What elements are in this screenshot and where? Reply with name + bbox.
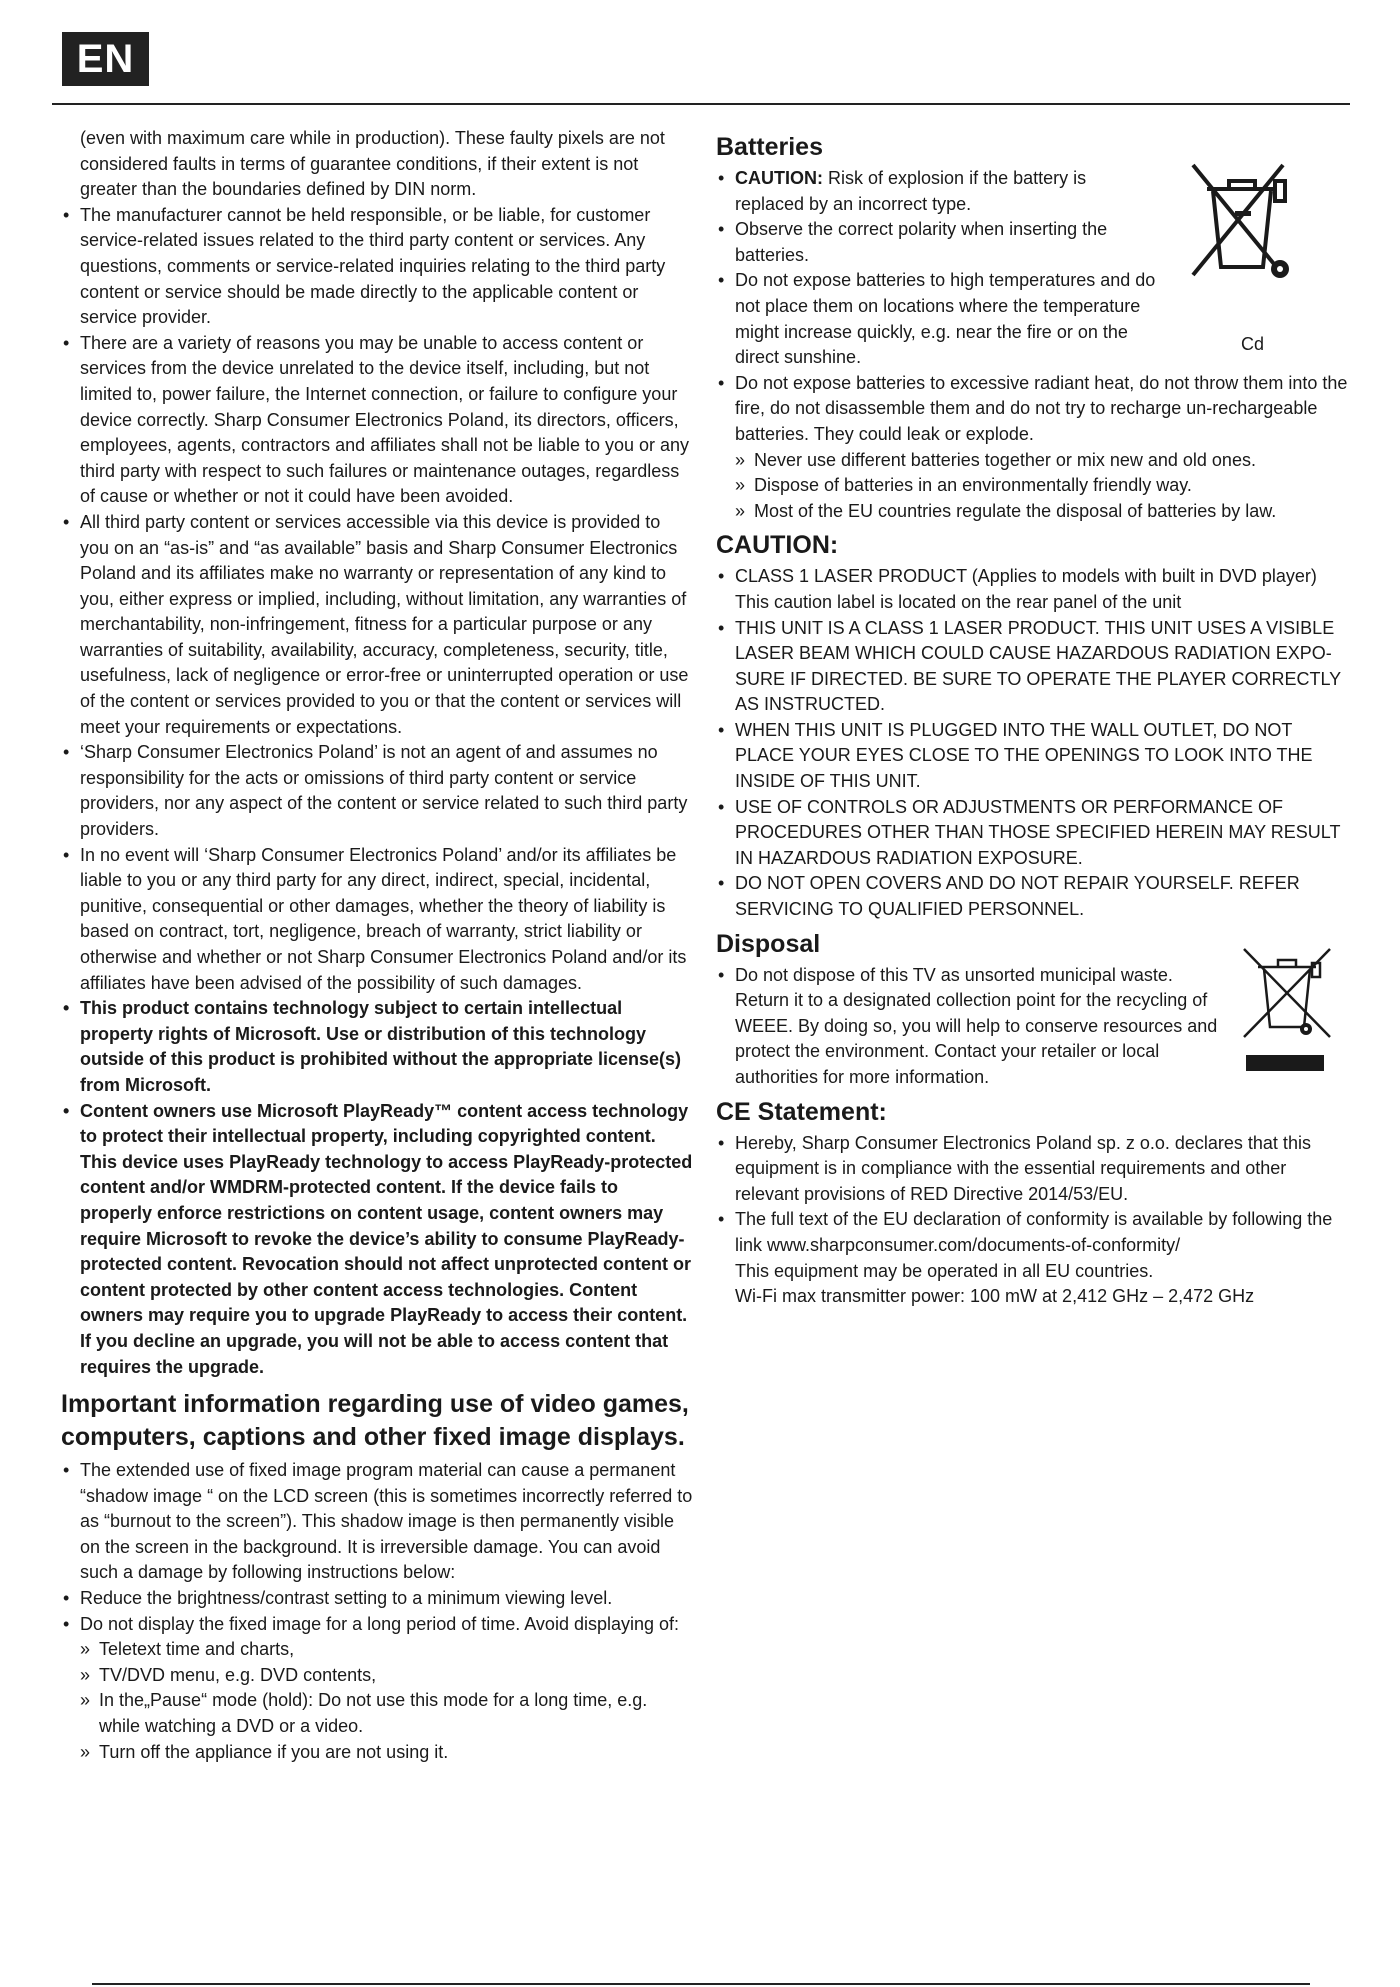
caution-heading: CAUTION: [716,531,839,560]
fixed-image-list [61,1458,693,1765]
list-item-text: Do not expose batteries to excessive radiant heat, do not throw them into the fire, do not disassemble them and do not try to recharge un-rechargeable batteries. They could leak or explode. [735,372,1348,444]
list-item-text: Do not display the fixed image for a long period of time. Avoid displaying of: [80,1613,680,1634]
left-column [61,126,693,1765]
list-item: • Observe the correct polarity when inserting the batteries. [716,217,1348,268]
list-item: • Do not dispose of this TV as unsorted municipal waste. Return it to a designated collection point for the recycling of WEEE. By doing so, you will help to conserve resources and protect the environment. Contact your retailer or local authorities for more information. [716,963,1348,1091]
ce-heading: CE Statement: [716,1097,887,1126]
list-item-microsoft-ip: • This product contains technology subject to certain intellectual property rights of Microsoft. Use or distribution of this technology outside of this product is prohibited without the appropriate license(s) from Microsoft. [61,996,693,1098]
batteries-list [716,166,1348,524]
sub-item: » Dispose of batteries in an environmentally friendly way. [735,473,1348,499]
disposal-section [716,929,1348,1091]
footer-divider [92,1983,1310,1985]
batteries-heading: Batteries [716,133,823,161]
list-item: • ‘Sharp Consumer Electronics Poland’ is not an agent of and assumes no responsibility for the acts or omissions of third party content or service providers, nor any aspect of the content or service related to such third party providers. [61,740,693,842]
batteries-sublist [735,448,1348,525]
list-item: • Hereby, Sharp Consumer Electronics Poland sp. z o.o. declares that this equipment is in compliance with the essential requirements and other relevant provisions of RED Directive 2014/53/EU. [716,1131,1348,1208]
ce-equipment-line: This equipment may be operated in all EU countries. [735,1260,1154,1281]
terms-list [61,126,693,1380]
list-item: • CLASS 1 LASER PRODUCT (Applies to models with built in DVD player) This caution label is located on the rear panel of the unit [716,564,1348,615]
sub-item: » Turn off the appliance if you are not using it. [80,1740,693,1766]
caution-text: Risk of explosion if the battery is replaced by an incorrect type. [735,168,1087,214]
list-item: • Do not expose batteries to high temperatures and do not place them on locations where the temperature might increase quickly, e.g. near the fire or on the direct sunshine. [716,268,1348,370]
list-item [716,1207,1348,1309]
fixed-image-sublist [80,1637,693,1765]
list-item: • DO NOT OPEN COVERS AND DO NOT REPAIR YOURSELF. REFER SERVICING TO QUALIFIED PERSONNEL. [716,871,1348,922]
list-item [61,1612,693,1766]
list-item-text: • The full text of the EU declaration of conformity is available by following the link www.sharpconsumer.com/documents-of-conformity/ [735,1209,1333,1255]
list-item [716,371,1348,525]
right-column [716,126,1348,1310]
ce-list [716,1131,1348,1310]
disposal-list [716,963,1348,1091]
list-item: • The extended use of fixed image program material can cause a permanent “shadow image “ on the LCD screen (this is sometimes incorrectly referred to as “burnout to the screen”). This shadow image is then permanently visible on the screen in the background. It is irreversible damage. You can avoid such a damage by following instructions below: [61,1458,693,1586]
list-item: • THIS UNIT IS A CLASS 1 LASER PRODUCT. THIS UNIT USES A VISIBLE LASER BEAM WHICH COULD CAUSE HAZARDOUS RADIATION EXPOSURE IF DIRECTED. BE SURE TO OPERATE THE PLAYER CORRECTLY AS INSTRUCTED. [716,616,1348,718]
sub-item: » Never use different batteries together or mix new and old ones. [735,448,1348,474]
sub-item: » Teletext time and charts, [80,1637,693,1663]
fixed-image-heading: Important information regarding use of video games, computers, captions and other fixed image displays. [61,1390,689,1452]
ce-wifi-line: Wi-Fi max transmitter power: 100 mW at 2,412 GHz – 2,472 GHz [735,1286,1255,1307]
list-item: • Reduce the brightness/contrast setting to a minimum viewing level. [61,1586,693,1612]
list-item: • All third party content or services accessible via this device is provided to you on an “as-is” and “as available” basis and Sharp Consumer Electronics Poland and its affiliates make no warranty or representation of any kind to you, either express or implied, including, without limitation, any warranties of merchantability, non-infringement, fitness for a particular purpose or any warranties of suitability, availability, accuracy, completeness, security, title, usefulness, lack of negligence or error-free or uninterrupted operation or use of the content or services provided to you or that the content or services will meet your requirements or expectations. [61,510,693,740]
header-divider [52,103,1350,105]
sub-item: » TV/DVD menu, e.g. DVD contents, [80,1663,693,1689]
list-item-caution [716,166,1348,217]
sub-item: » In the„Pause“ mode (hold): Do not use this mode for a long time, e.g. while watching a DVD or a video. [80,1688,693,1739]
list-item: • In no event will ‘Sharp Consumer Electronics Poland’ and/or its affiliates be liable to you or any third party for any direct, indirect, special, incidental, punitive, consequential or other damages, whether the theory of liability is based on contract, tort, negligence, breach of warranty, strict liability or otherwise and whether or not Sharp Consumer Electronics Poland and/or its affiliates have been advised of the possibility of such damages. [61,843,693,997]
continued-paragraph: (even with maximum care while in production). These faulty pixels are not considered faults in terms of guarantee conditions, if their extent is not greater than the boundaries defined by DIN norm. [80,128,665,200]
language-badge: EN [62,32,149,86]
cd-label: Cd [1241,334,1265,354]
batteries-section [716,132,1348,524]
disposal-heading: Disposal [716,929,821,958]
list-item: • WHEN THIS UNIT IS PLUGGED INTO THE WALL OUTLET, DO NOT PLACE YOUR EYES CLOSE TO THE OPENINGS TO LOOK INTO THE INSIDE OF THIS UNIT. [716,718,1348,795]
list-item: • USE OF CONTROLS OR ADJUSTMENTS OR PERFORMANCE OF PROCEDURES OTHER THAN THOSE SPECIFIED HEREIN MAY RESULT IN HAZARDOUS RADIATION EXPOSURE. [716,795,1348,872]
caution-list [716,564,1348,922]
list-item: • The manufacturer cannot be held responsible, or be liable, for customer service-related issues related to the third party content or services. Any questions, comments or service-related inquiries relating to the third party content or service should be made directly to the applicable content or service provider. [61,203,693,331]
caution-label: CAUTION: [735,168,823,188]
list-item-playready: • Content owners use Microsoft PlayReady™ content access technology to protect their intellectual property, including copyrighted content. This device uses PlayReady technology to access PlayReady-protected content and/or WMDRM-protected content. If the device fails to properly enforce restrictions on content usage, content owners may require Microsoft to revoke the device’s ability to consume PlayReady-protected content. Revocation should not affect unprotected content or content protected by other content access technologies. Content owners may require you to upgrade PlayReady to access their content. If you decline an upgrade, you will not be able to access content that requires the upgrade. [61,1099,693,1381]
sub-item: » Most of the EU countries regulate the disposal of batteries by law. [735,499,1348,525]
list-item: • There are a variety of reasons you may be unable to access content or services from the device unrelated to the device itself, including, but not limited to, power failure, the Internet connection, or failure to configure your device correctly. Sharp Consumer Electronics Poland, its directors, officers, employees, agents, contractors and affiliates shall not be liable to you or any third party with respect to such failures or maintenance outages, regardless of cause or whether or not it could have been avoided. [61,331,693,510]
